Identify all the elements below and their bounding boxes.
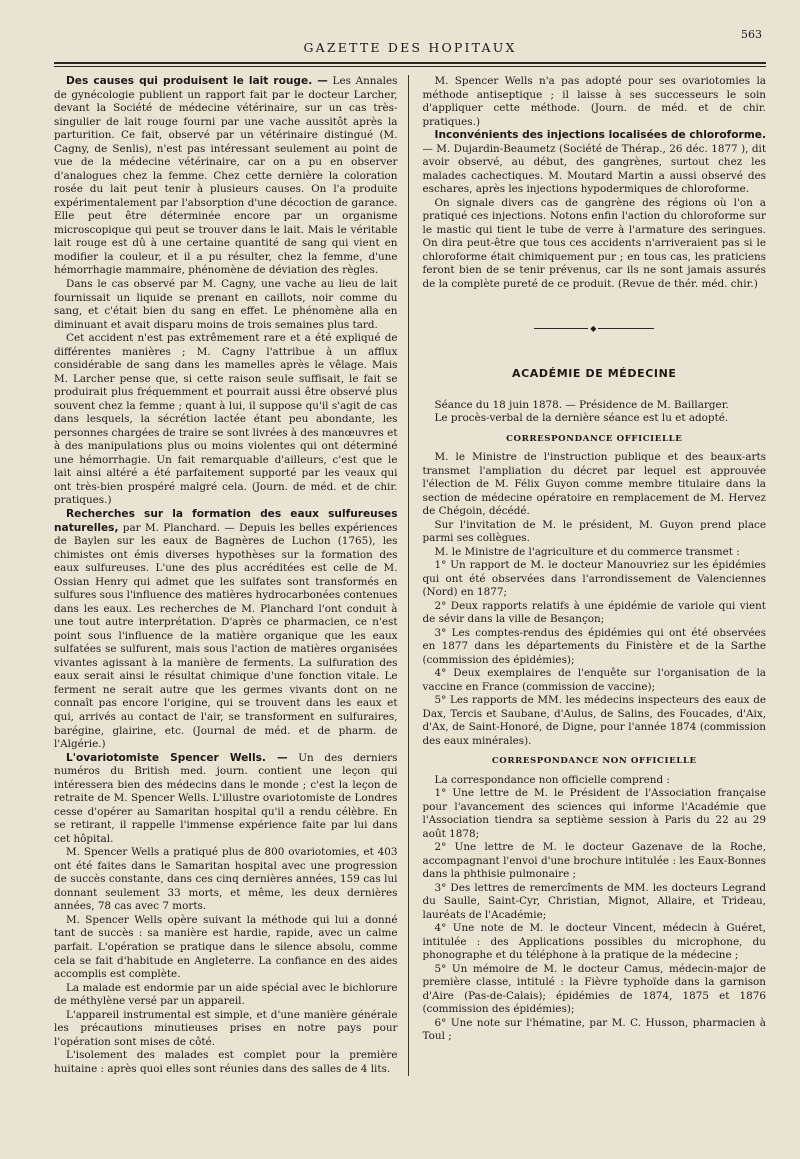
header-rule-thick — [54, 62, 766, 64]
paragraph-text: — M. Dujardin-Beaumetz (Société de Thérap., 26 déc. 1877 ), dit avoir observé, au début, des gangrènes, surtout chez les malades cachectiques. M. Moutard Martin a aussi observé des eschares, après les injections hypodermiques de chloroforme. — [422, 142, 766, 196]
article-title: Des causes qui produisent le lait rouge. — — [66, 75, 328, 87]
article-paragraph — [54, 508, 398, 752]
correspondence-item: M. le Ministre de l'instruction publique et des beaux-arts transmet l'ampliation du décret par lequel est approuvée l'élection de M. Félix Guyon comme membre titulaire dans la section de médecine opératoire en remplacement de M. Hervez de Chégoin, décédé. — [422, 451, 766, 518]
article-paragraph — [54, 1049, 398, 1076]
paragraph-text: Dans le cas observé par M. Cagny, une vache au lieu de lait fournissait un liquide se prenant en caillots, noir comme du sang, et c'était bien du sang en effet. Le phénomène alla en diminuant et avait disparu moins de trois semaines plus tard. — [54, 277, 398, 331]
paragraph-text: La malade est endormie par un aide spécial avec le bichlorure de méthylène versé par un appareil. — [54, 981, 398, 1008]
paragraph-text: par M. Planchard. — Depuis les belles expériences de Baylen sur les eaux de Bagnères de Luchon (1765), les chimistes ont émis diverses hypothèses sur la formation des eaux sulfureuses. L'une des plus accréditées est celle de M. Ossian Henry qui admet que les sulfates sont transformés en sulfures sous l'influence des matières hydrocarbonées contenues dans les eaux. Les recherches de M. Planchard l'ont conduit à une tout autre interprétation. D'après ce pharmacien, ce n'est point sous l'influence de la matière organique que les eaux sulfatées se sulfurent, mais sous l'action de matières organisées vivantes agissant à la manière de ferments. La sulfuration des eaux serait ainsi le résultat chimique d'une fonction vitale. Le ferment ne serait autre que les germes vivants dont on ne connaît pas encore l'origine, qui se trouvent dans les eaux et qui, arrivés au contact de l'air, se transforment en sulfuraires, barégine, glairine, etc. (Journal de méd. et de pharm. de l'Algérie.) — [54, 521, 398, 751]
page-number: 563 — [741, 28, 762, 41]
paragraph-text: Cet accident n'est pas extrêmement rare et a été expliqué de différentes manières ; M. Cagny l'attribue à un afflux considérable de sang dans les mamelles après le vêlage. Mais M. Larcher pense que, si cette raison seule suffisait, le fait se produirait plus fréquemment et pourrait aussi être observé plus souvent chez la femme ; quant à lui, il suppose qu'il s'agit de cas dans lesquels, la sécrétion lactée étant peu abondante, les personnes chargées de traire se sont livrées à des manœuvres et à des manipulations plus ou moins violentes qui ont déterminé une hémorrhagie. Un fait remarquable d'ailleurs, c'est que le lait ainsi altéré a été parfaitement supporté par les veaux qui ont très-bien prospéré malgré cela. (Journ. de méd. et de chir. pratiques.) — [54, 332, 398, 507]
article-title: L'ovariotomiste Spencer Wells. — — [66, 751, 288, 764]
official-correspondence-heading: CORRESPONDANCE OFFICIELLE — [506, 433, 683, 444]
correspondence-item: 5° Un mémoire de M. le docteur Camus, médecin-major de première classe, intitulé : la Fièvre typhoïde dans la garnison d'Aire (Pas-de-Calais); épidémies de 1874, 1875 et 1876 (commission des épidémies); — [422, 962, 766, 1016]
correspondence-item: 5° Les rapports de MM. les médecins inspecteurs des eaux de Dax, Tercis et Saubane, d'Aulus, de Salins, des Foucades, d'Aix, d'Ax, de Saint-Honoré, de Digne, pour l'année 1874 (commission des eaux minérales). — [422, 694, 766, 747]
article-paragraph — [54, 914, 398, 982]
page-header — [54, 24, 766, 58]
article-paragraph — [423, 129, 767, 197]
correspondence-item: La correspondance non officielle comprend : — [434, 773, 670, 786]
correspondence-item: 3° Les comptes-rendus des épidémies qui ont été observées en 1877 dans les départements du Finistère et de la Sarthe (commission des épidémies); — [422, 626, 766, 666]
paragraph-text: M. Spencer Wells a pratiqué plus de 800 ovariotomies, et 403 ont été faites dans le Samaritan hospital avec une progression de succès constante, dans ces cinq dernières années, 159 cas lui donnant seulement 33 morts, et même, les deux dernières années, 78 cas avec 7 morts. — [54, 846, 398, 913]
right-column — [419, 75, 767, 1076]
seance-line: Séance du 18 juin 1878. — Présidence de M. Baillarger. — [434, 398, 729, 411]
paragraph-text: On signale divers cas de gangrène des régions où l'on a pratiqué ces injections. Notons enfin l'action du chloroforme sur le mastic qui tient le tube de verre à l'armature des seringues. On dira peut-être que tous ces accidents n'arriveraient pas si le chloroforme était chimiquement pur ; en tous cas, les praticiens feront bien de se tenir prévenus, car ils ne sont jamais assurés de la complète pureté de ce produit. (Revue de thér. méd. chir.) — [422, 196, 766, 290]
separator-ornament: ◆ — [590, 323, 597, 333]
unofficial-correspondence-heading: CORRESPONDANCE NON OFFICIELLE — [491, 756, 697, 767]
correspondence-item: 4° Une note de M. le docteur Vincent, médecin à Guéret, intitulée : des Applications possibles du microphone, du phonographe et du téléphone à la pratique de la médecine ; — [422, 922, 766, 962]
column-divider — [408, 75, 409, 1076]
article-title: Recherches sur la formation des eaux sulfureuses naturelles, — [54, 507, 398, 534]
correspondence-item: M. le Ministre de l'agriculture et du commerce transmet : — [434, 545, 740, 558]
left-column — [54, 75, 408, 1076]
paragraph-text: M. Spencer Wells opère suivant la méthode qui lui a donné tant de succès : sa manière est hardie, rapide, avec un calme parfait. L'opération se pratique dans le silence absolu, comme cela se fait d'habitude en Angleterre. La confiance en des aides accomplis est complète. — [54, 913, 398, 981]
article-paragraph — [54, 846, 398, 914]
correspondence-item: 6° Une note sur l'hématine, par M. C. Husson, pharmacien à Toul ; — [422, 1016, 766, 1043]
correspondence-item: 2° Une lettre de M. le docteur Gazenave de la Roche, accompagnant l'envoi d'une brochure intitulée : les Eaux-Bonnes dans la phthisie pulmonaire ; — [422, 841, 766, 881]
paragraph-text: L'appareil instrumental est simple, et d'une manière générale les précautions minutieuses prises en notre pays pour l'opération sont mises de côté. — [54, 1008, 398, 1048]
correspondence-item: 3° Des lettres de remercîments de MM. les docteurs Legrand du Saulle, Saint-Cyr, Christian, Mignot, Allaire, et Trideau, lauréats de l'Académie; — [422, 881, 766, 921]
article-paragraph — [54, 278, 398, 332]
article-title: Inconvénients des injections localisées de chloroforme. — [434, 129, 766, 142]
proces-verbal-line: Le procès-verbal de la dernière séance est lu et adopté. — [434, 412, 729, 425]
paragraph-text: M. Spencer Wells n'a pas adopté pour ses ovariotomies la méthode antiseptique ; il laisse à ses successeurs le soin d'appliquer cette méthode. (Journ. de méd. et de chir. pratiques.) — [422, 75, 766, 128]
paragraph-text: Les Annales de gynécologie publient un rapport fait par le docteur Larcher, devant la Société de médecine vétérinaire, sur un cas très-singulier de lait rouge fourni par une vache aussitôt après la parturition. Ce fait, observé par un vétérinaire distingué (M. Cagny, de Senlis), n'est pas intéressant seulement au point de vue de la médecine vétérinaire, car on a pu en observer d'analogues chez la femme. Chez cette dernière la coloration rosée du lait peut tenir à plusieurs causes. On l'a produite expérimentalement par l'absorption d'une décoction de garance. Elle peut être déterminée encore par un organisme microscopique qui peut se trouver dans le lait. Mais le véritable lait rouge est dû à une certaine quantité de sang qui vient en modifier la couleur, et il a pu résulter, chez la femme, d'une hémorrhagie mammaire, phénomène de déviation des règles. — [54, 75, 398, 277]
article-paragraph — [54, 982, 398, 1009]
section-separator — [534, 323, 654, 333]
article-paragraph — [54, 1009, 398, 1050]
correspondence-item: 1° Un rapport de M. le docteur Manouvriez sur les épidémies qui ont été observées dans l'arrondissement de Valenciennes (Nord) en 1877; — [422, 559, 766, 599]
correspondence-item: 2° Deux rapports relatifs à une épidémie de variole qui vient de sévir dans la ville de Besançon; — [422, 599, 766, 626]
article-paragraph — [423, 197, 767, 292]
article-paragraph — [54, 75, 398, 278]
article-paragraph — [54, 752, 398, 847]
article-paragraph — [423, 75, 767, 129]
article-paragraph — [54, 332, 398, 508]
correspondence-item: Sur l'invitation de M. le président, M. Guyon prend place parmi ses collègues. — [422, 518, 766, 545]
paragraph-text: L'isolement des malades est complet pour la première huitaine : après quoi elles sont réunies dans des salles de 4 lits. — [54, 1049, 398, 1075]
header-rule-thin — [54, 66, 766, 67]
paragraph-text: Un des derniers numéros du British med. journ. contient une leçon qui intéressera bien des médecins dans le monde ; c'est la leçon de retraite de M. Spencer Wells. L'illustre ovariotomiste de Londres cesse d'opérer au Samaritan hospital qu'il a rendu célèbre. En se retirant, il rappelle l'immense expérience faite par lui dans cet hôpital. — [54, 751, 398, 845]
academie-title: ACADÉMIE DE MÉDECINE — [511, 366, 677, 380]
running-title: GAZETTE DES HOPITAUX — [303, 40, 517, 55]
correspondence-item: 4° Deux exemplaires de l'enquête sur l'organisation de la vaccine en France (commission de vaccine); — [422, 667, 766, 693]
two-column-body — [54, 75, 766, 1076]
correspondence-item: 1° Une lettre de M. le Président de l'Association française pour l'avancement des sciences qui informe l'Académie que l'Association tiendra sa septième session à Paris du 22 au 29 août 1878; — [422, 787, 766, 840]
